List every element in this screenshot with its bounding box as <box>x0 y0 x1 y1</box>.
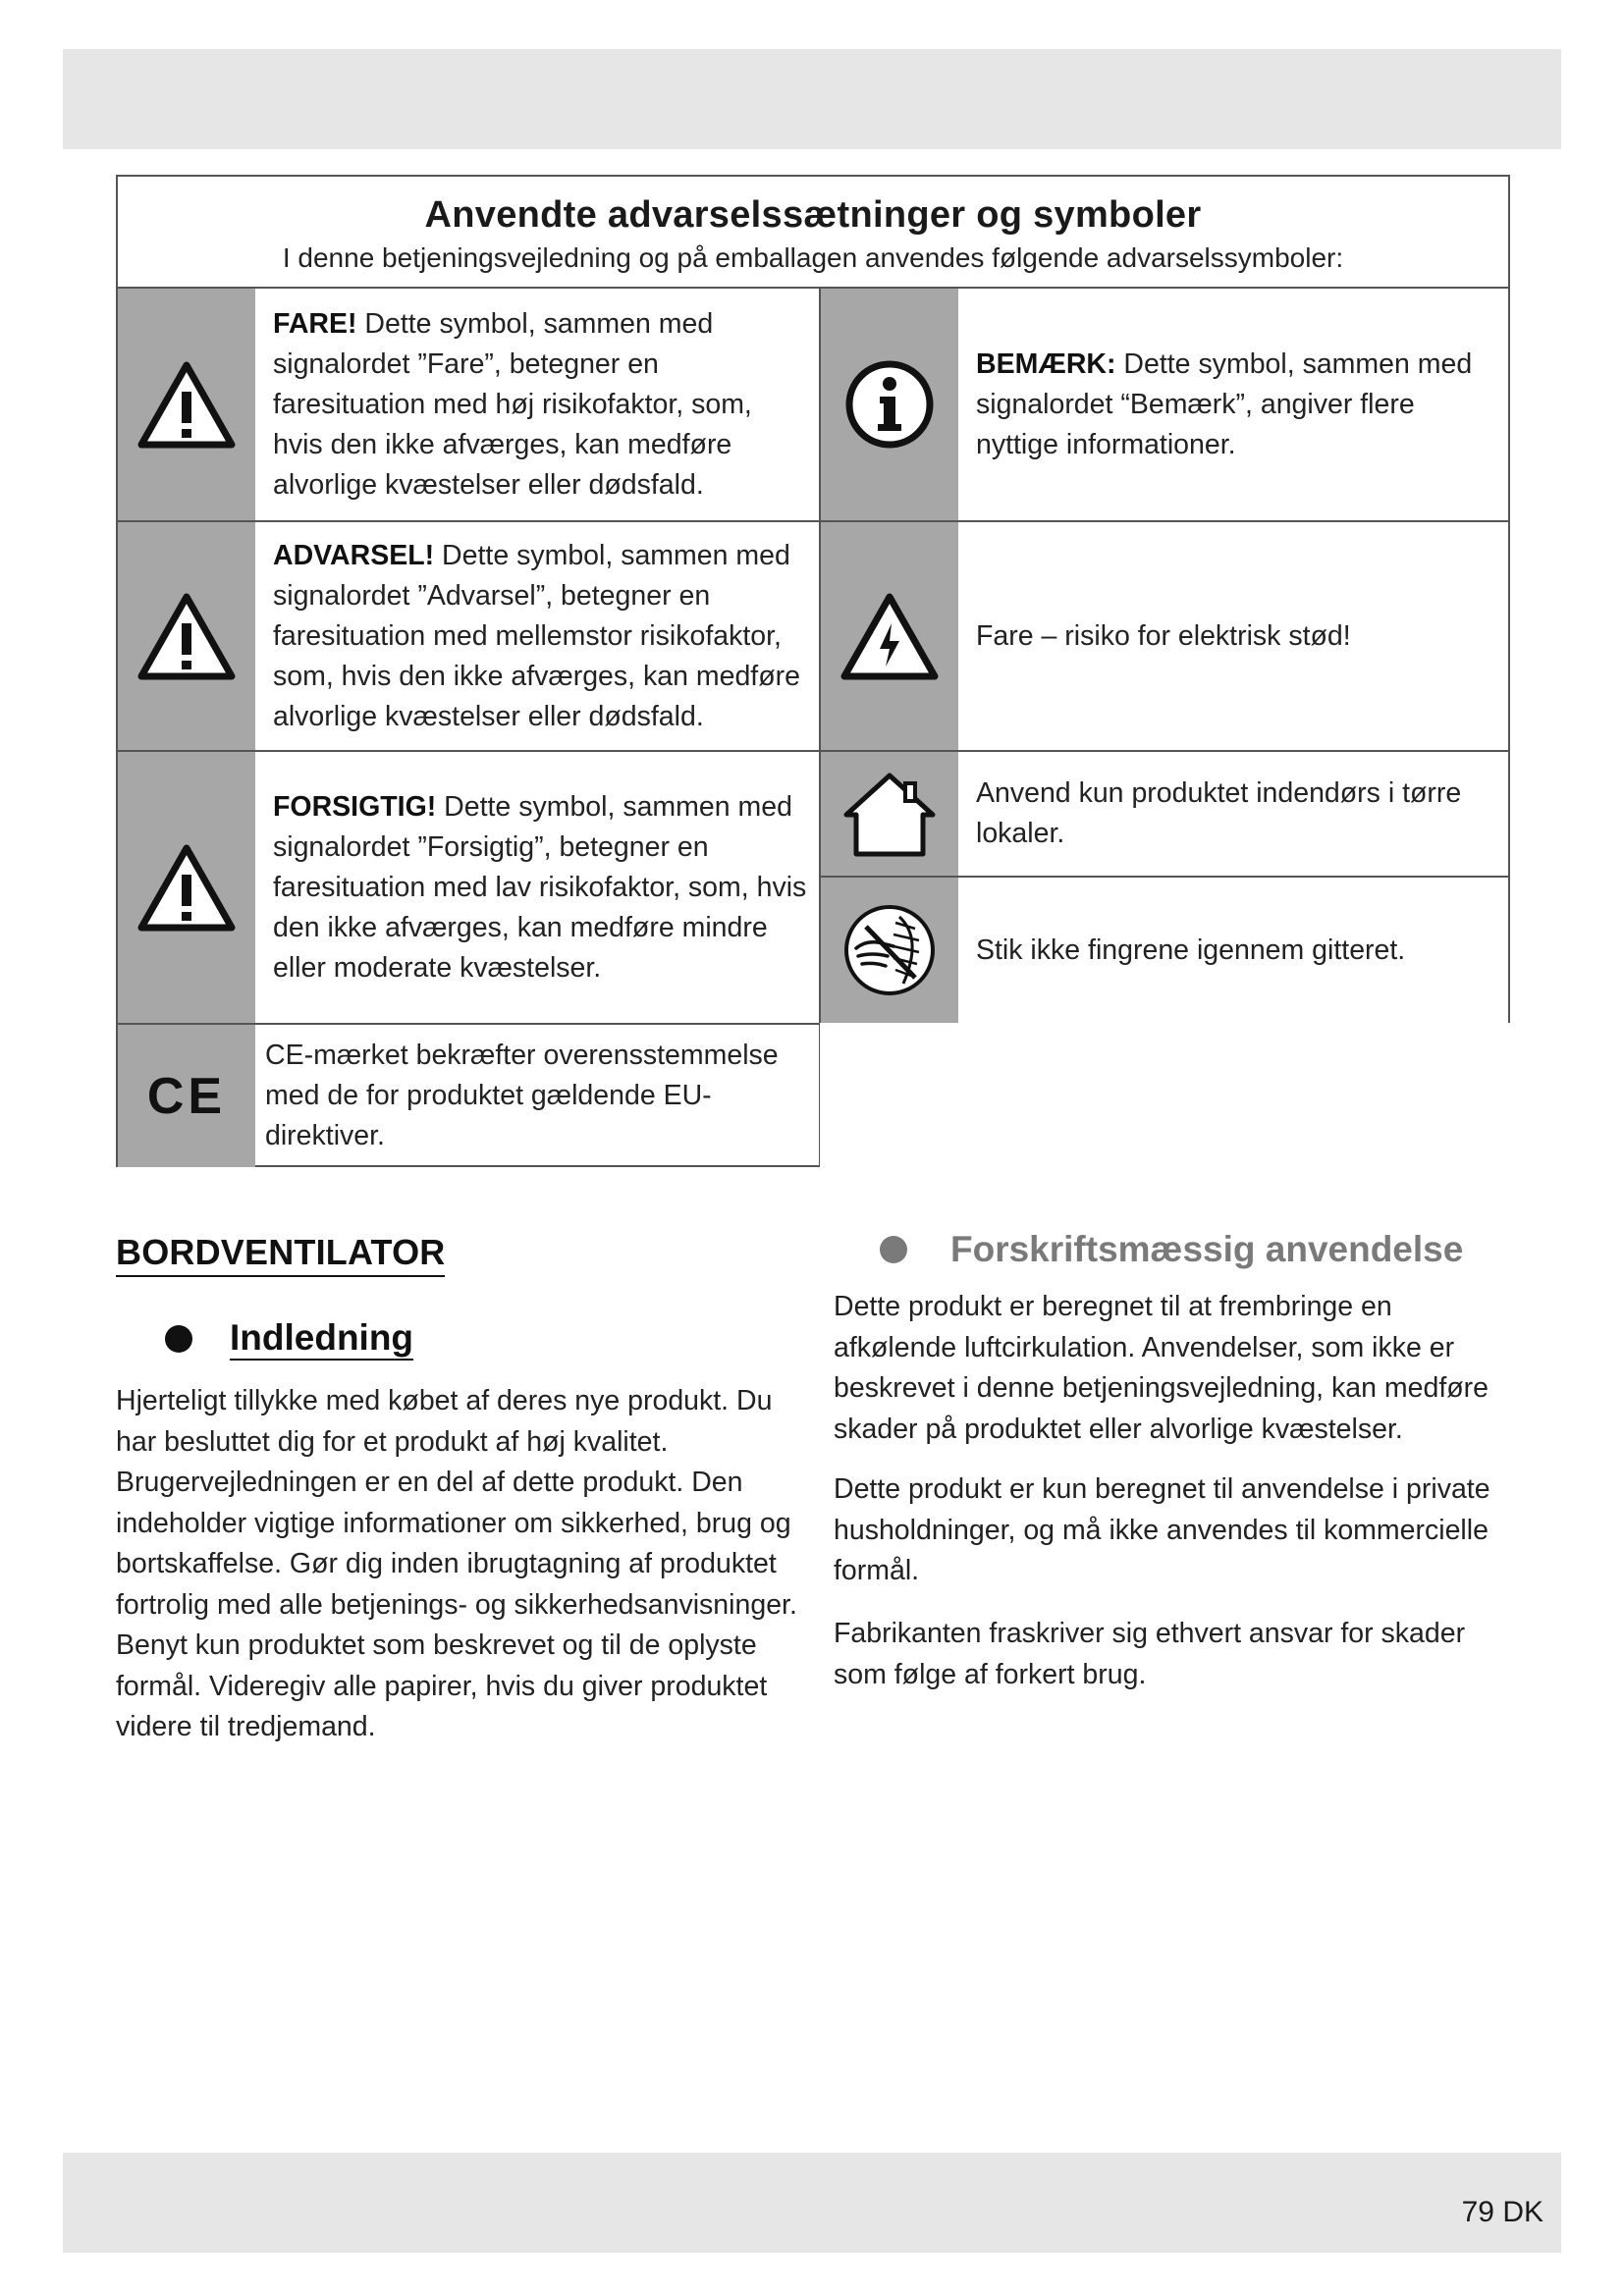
page-number: 79 DK <box>1461 2196 1543 2228</box>
warning-triangle-icon <box>137 592 236 680</box>
elektrisk-text-cell <box>958 522 1508 750</box>
advarsel-text-cell <box>255 522 819 750</box>
use-paragraph-3: Fabrikanten fraskriver sig ethvert ansvar for skader som følge af forkert brug. <box>834 1618 1466 1690</box>
use-heading-text: Forskriftsmæssig anvendelse <box>950 1229 1464 1269</box>
table-subtitle: I denne betjeningsvejledning og på emballagen anvendes følgende advarselssymboler: <box>282 242 1344 273</box>
forsigtig-text: Dette symbol, sammen med signalordet ”Forsigtig”, betegner en faresituation med lav risikofaktor, som, hvis den ikke afværges, kan medføre mindre eller moderate kvæstelser. <box>273 790 807 984</box>
table-title: Anvendte advarselssætninger og symboler <box>424 194 1202 236</box>
header-band <box>63 49 1561 149</box>
elektrisk-icon-cell <box>821 522 958 750</box>
main-heading: BORDVENTILATOR <box>116 1232 445 1277</box>
footer-band <box>63 2153 1561 2253</box>
fare-text-cell <box>255 289 819 520</box>
advarsel-keyword: ADVARSEL! <box>273 539 435 571</box>
bemaerk-keyword: BEMÆRK: <box>976 347 1116 380</box>
fingre-text: Stik ikke fingrene igennem gitteret. <box>976 934 1406 966</box>
elektrisk-text: Fare – risiko for elektrisk stød! <box>976 619 1351 652</box>
fare-text: Dette symbol, sammen med signalordet ”Fare”, betegner en faresituation med høj risikofaktor, som, hvis den ikke afværges, kan medføre alvorlige kvæstelser eller dødsfald. <box>273 307 752 501</box>
intro-heading-text: Indledning <box>230 1317 413 1361</box>
bullet-icon <box>880 1236 907 1263</box>
house-icon <box>840 770 939 858</box>
electric-shock-icon <box>840 592 939 680</box>
ce-mark-icon: CE <box>146 1067 227 1125</box>
forsigtig-keyword: FORSIGTIG! <box>273 790 437 823</box>
fare-icon-cell <box>118 289 255 520</box>
no-fingers-grid-icon <box>839 899 941 1001</box>
warning-symbols-table <box>116 175 1510 1167</box>
indendors-icon-cell <box>821 752 958 876</box>
table-divider <box>118 520 1508 522</box>
table-divider <box>821 876 1508 878</box>
ce-icon-cell <box>118 1025 255 1167</box>
warning-triangle-icon <box>137 360 236 449</box>
intro-heading <box>165 1317 413 1361</box>
info-icon <box>842 357 937 452</box>
bemaerk-text-cell <box>958 289 1508 520</box>
indendors-text: Anvend kun produktet indendørs i tørre lokaler. <box>976 777 1462 849</box>
fare-keyword: FARE! <box>273 307 357 340</box>
advarsel-icon-cell <box>118 522 255 750</box>
forsigtig-icon-cell <box>118 752 255 1023</box>
intro-paragraph: Hjerteligt tillykke med købet af deres nye produkt. Du har besluttet dig for et produkt af høj kvalitet. Brugervejledningen er en del af dette produkt. Den indeholder vigtige informationer om sikkerhed, brug og bortskaffelse. Gør dig inden ibrugtagning af produktet fortrolig med alle betjenings- og sikkerhedsanvisninger. Benyt kun produktet som beskrevet og til de oplyste formål. Videregiv alle papirer, hvis du giver produktet videre til tredjemand. <box>116 1385 797 1742</box>
bemaerk-icon-cell <box>821 289 958 520</box>
table-header <box>118 177 1508 289</box>
use-paragraph-1: Dette produkt er beregnet til at frembringe en afkølende luftcirkulation. Anvendelser, som ikke er beskrevet i denne betjeningsvejledning, kan medføre skader på produktet eller alvorlige kvæstelser. <box>834 1291 1489 1445</box>
table-divider <box>1508 289 1510 1025</box>
use-heading <box>880 1229 1463 1270</box>
bemaerk-text: Dette symbol, sammen med signalordet “Bemærk”, angiver flere nyttige informationer. <box>976 347 1473 460</box>
fingre-text-cell <box>958 878 1508 1023</box>
advarsel-text: Dette symbol, sammen med signalordet ”Advarsel”, betegner en faresituation med mellemstor risikofaktor, som, hvis den ikke afværges, kan medføre alvorlige kvæstelser eller dødsfald. <box>273 539 800 732</box>
ce-text: CE-mærket bekræfter overensstemmelse med de for produktet gældende EU-direktiver. <box>265 1040 779 1151</box>
table-empty-area <box>820 1023 1527 1180</box>
forsigtig-text-cell <box>255 752 819 1023</box>
fingre-icon-cell <box>821 878 958 1023</box>
table-divider <box>118 750 1508 752</box>
warning-triangle-icon <box>137 843 236 932</box>
indendors-text-cell <box>958 752 1508 876</box>
bullet-icon <box>165 1325 192 1353</box>
ce-text-cell <box>255 1025 819 1167</box>
use-paragraph-2: Dette produkt er kun beregnet til anvendelse i private husholdninger, og må ikke anvendes til kommercielle formål. <box>834 1473 1490 1586</box>
